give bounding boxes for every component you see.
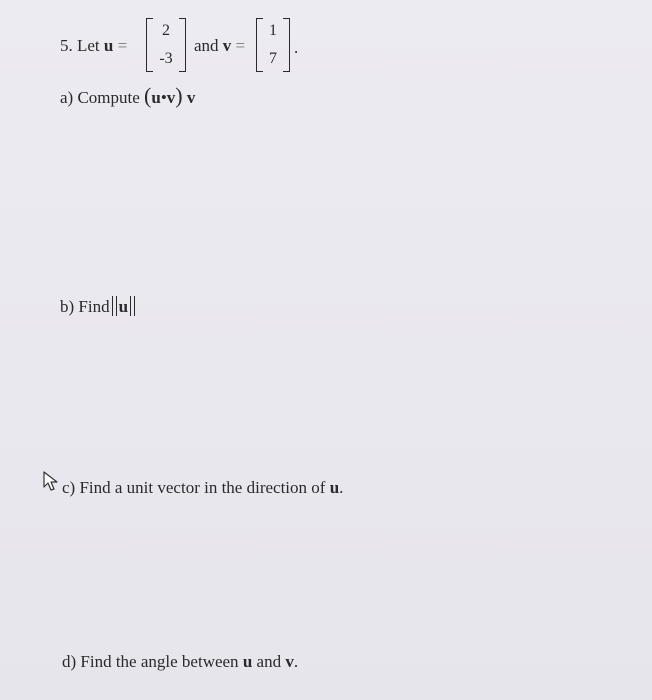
v-column-vector [256, 14, 290, 74]
u-symbol: u [151, 88, 161, 107]
part-b-label: b) Find [60, 297, 110, 316]
part-d-period: . [293, 652, 299, 671]
problem-number: 5. Let [60, 36, 100, 55]
close-paren: ) [175, 83, 183, 108]
part-a-label: a) Compute [60, 88, 140, 107]
part-d-text: d) Find the angle between [62, 652, 239, 671]
open-paren: ( [144, 83, 152, 108]
v-symbol: v [166, 88, 176, 107]
part-c-text: c) Find a unit vector in the direction of [62, 478, 326, 497]
u-component-1: 2 [162, 22, 170, 39]
u-column-vector [146, 14, 186, 74]
v-symbol: v [222, 36, 232, 55]
dot-operator: • [160, 88, 167, 107]
u-component-2: -3 [159, 50, 173, 67]
and-connector: and [194, 36, 219, 55]
u-symbol: u [329, 478, 340, 497]
norm-close-bars [130, 296, 135, 316]
u-symbol: u [118, 297, 129, 316]
equals-sign-v: = [235, 36, 246, 55]
part-c-period: . [339, 478, 344, 497]
v-symbol-trailing: v [186, 88, 196, 107]
equals-sign-u: = [117, 36, 128, 55]
v-component-1: 1 [269, 22, 277, 39]
part-d-question [62, 652, 298, 672]
part-b-question [60, 296, 137, 317]
v-component-2: 7 [269, 50, 277, 67]
u-symbol: u [242, 652, 253, 671]
and-connector: and [256, 652, 282, 671]
part-c-question [62, 478, 343, 498]
v-symbol: v [285, 652, 294, 671]
part-a-question [60, 83, 196, 108]
problem-statement [60, 36, 127, 56]
and-v-statement [194, 36, 245, 56]
u-symbol: u [103, 36, 114, 55]
norm-open-bars [112, 296, 117, 316]
mouse-pointer-icon [42, 470, 64, 492]
end-period: . [294, 38, 299, 57]
